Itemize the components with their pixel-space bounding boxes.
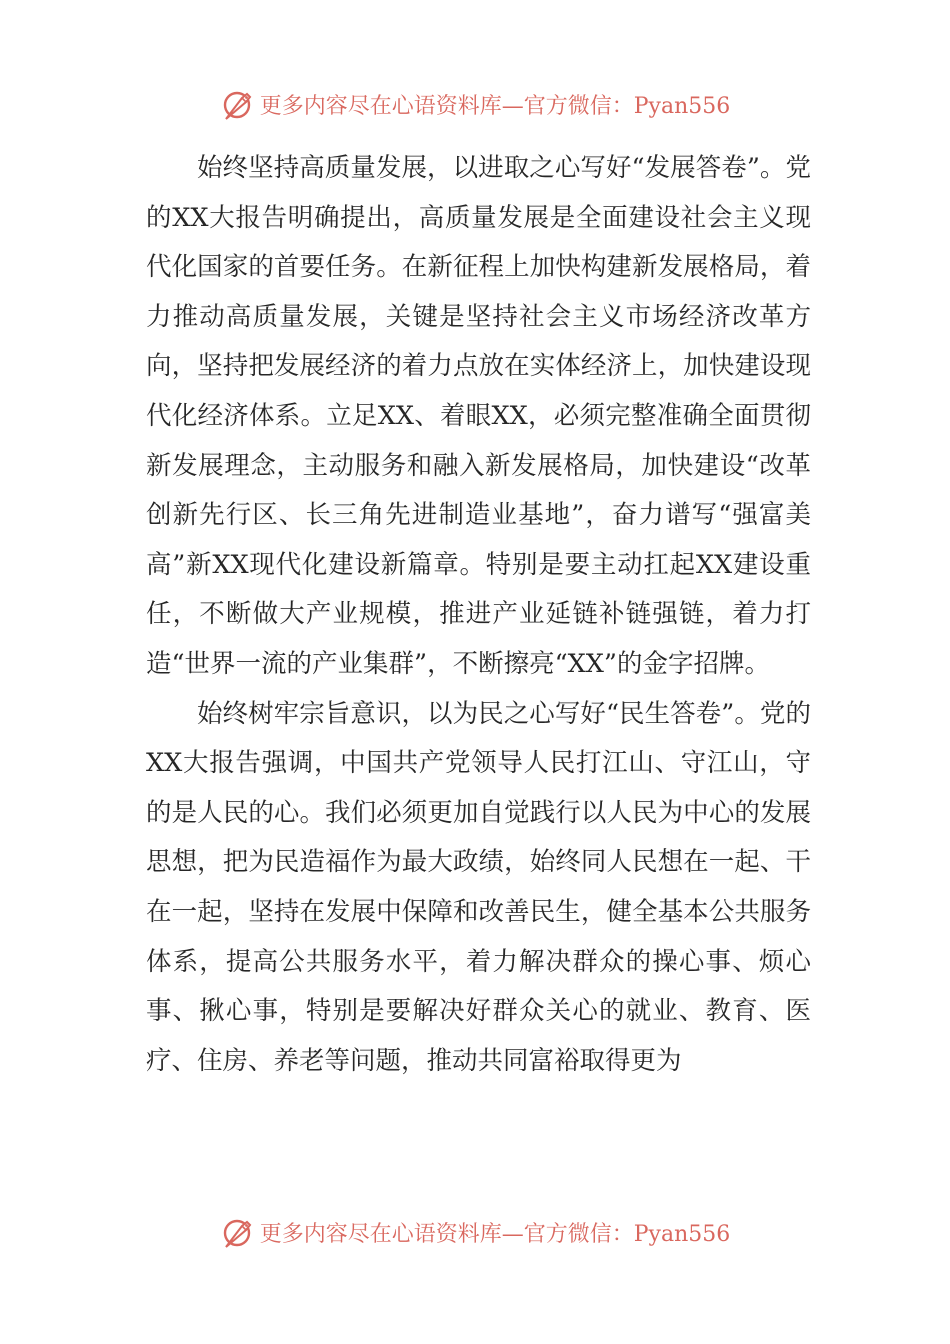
paragraph-development: 始终坚持高质量发展，以进取之心写好“发展答卷”。党的XX大报告明确提出，高质量发展是全面建设社会主义现代化国家的首要任务。在新征程上加快构建新发展格局，着力推动高质量发展，关键是坚持社会主义市场经济改革方向，坚持把发展经济的着力点放在实体经济上，加快建设现代化经济体系。立足XX、着眼XX，必须完整准确全面贯彻新发展理念，主动服务和融入新发展格局，加快建设“改革创新先行区、长三角先进制造业基地”，奋力谱写“强富美高”新XX现代化建设新篇章。特别是要主动扛起XX建设重任，不断做大产业规模，推进产业延链补链强链，着力打造“世界一流的产业集群”，不断擦亮“XX”的金字招牌。 (146, 153, 811, 679)
header-banner (0, 84, 950, 124)
footer-banner-text: 更多内容尽在心语资料库—官方微信：Pyan556 (259, 1221, 731, 1247)
pen-nib-logo-icon (220, 1214, 256, 1250)
document-body (146, 144, 811, 1086)
pen-nib-logo-icon (220, 86, 256, 122)
paragraph-livelihood: 始终树牢宗旨意识，以为民之心写好“民生答卷”。党的XX大报告强调，中国共产党领导人民打江山、守江山，守的是人民的心。我们必须更加自觉践行以人民为中心的发展思想，把为民造福作为最大政绩，始终同人民想在一起、干在一起，坚持在发展中保障和改善民生，健全基本公共服务体系，提高公共服务水平，着力解决群众的操心事、烦心事、揪心事，特别是要解决好群众关心的就业、教育、医疗、住房、养老等问题，推动共同富裕取得更为 (146, 698, 811, 1076)
footer-banner (0, 1212, 950, 1252)
header-banner-text: 更多内容尽在心语资料库—官方微信：Pyan556 (259, 93, 731, 119)
